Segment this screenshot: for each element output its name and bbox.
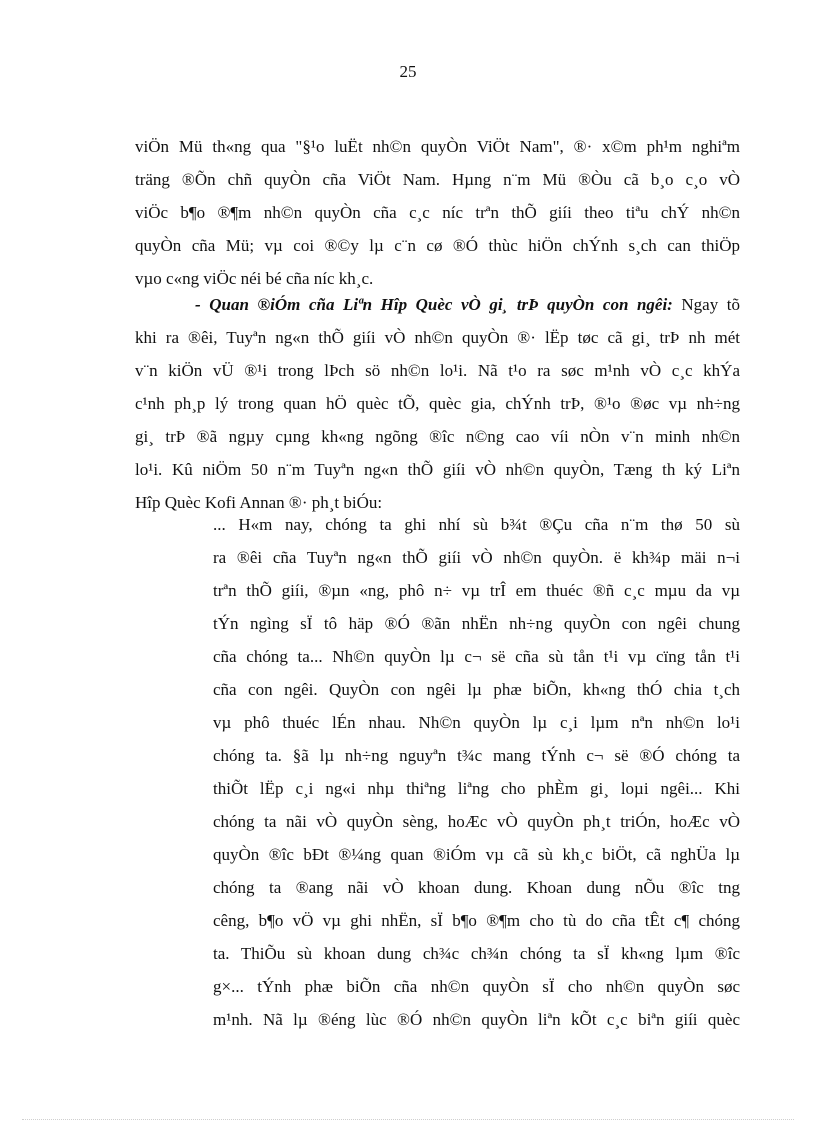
quote-line: thiÕt lËp c¸i ng«i nhµ thiªng liªng cho phÈm gi¸ loµi ngêi... Khi <box>213 779 740 798</box>
text-line: gi¸ trÞ ®ã ngµy cµng kh«ng ngõng ®îc n©ng cao víi nÒn v¨n minh nh©n <box>135 427 740 446</box>
section-lead-line <box>135 288 740 321</box>
quote-line: tÝn ngìng sÏ tô häp ®Ó ®ãn nhËn nh÷ng quyÒn con ngêi chung <box>213 614 740 633</box>
quote-line: vµ phô thuéc lÉn nhau. Nh©n quyÒn lµ c¸i lµm nªn nh©n lo¹i <box>213 713 740 732</box>
quote-line: chóng ta ®ang nãi vÒ khoan dung. Khoan dung nÕu ®îc tng <box>213 878 740 897</box>
paragraph-un-viewpoint <box>135 288 740 519</box>
quote-line: g×... tÝnh phæ biÕn cña nh©n quyÒn sÏ cho nh©n quyÒn søc <box>213 977 740 996</box>
paragraph-us-sovereignty <box>135 130 740 295</box>
page-bottom-divider <box>22 1119 794 1120</box>
text-line: träng ®Õn chñ quyÒn cña ViÖt Nam. Hµng n¨m Mü ®Òu cã b¸o c¸o vÒ <box>135 170 740 189</box>
text-line: Hîp Quèc Kofi Annan ®· ph¸t biÓu: <box>135 493 383 512</box>
quote-line: chóng ta. §ã lµ nh÷ng nguyªn t¾c mang tÝnh c¬ së ®Ó chóng ta <box>213 746 740 765</box>
page-number: 25 <box>399 62 417 81</box>
quote-line: trªn thÕ giíi, ®µn «ng, phô n÷ vµ trÎ em thuéc ®ñ c¸c mµu da vµ <box>213 581 740 600</box>
text-line: v¨n kiÖn vÜ ®¹i trong lÞch sö nh©n lo¹i. Nã t¹o ra søc m¹nh vÒ c¸c khÝa <box>135 361 740 380</box>
text-line: c¹nh ph¸p lý trong quan hÖ quèc tÕ, quèc gia, chÝnh trÞ, ®¹o ®øc vµ nh÷ng <box>135 394 740 413</box>
text-line: khi ra ®êi, Tuyªn ng«n thÕ giíi vÒ nh©n quyÒn ®· lËp tøc cã gi¸ trÞ nh mét <box>135 328 740 347</box>
text-run: Ngay tõ <box>672 295 740 314</box>
quote-line: cña con ngêi. QuyÒn con ngêi lµ phæ biÕn, kh«ng thÓ chia t¸ch <box>213 680 740 699</box>
quote-line: ... H«m nay, chóng ta ghi nhí sù b¾t ®Çu cña n¨m thø 50 sù <box>213 515 740 534</box>
text-line: viÖc b¶o ®¶m nh©n quyÒn cña c¸c níc trªn thÕ giíi theo tiªu chÝ nh©n <box>135 203 740 222</box>
quote-line: chóng ta nãi vÒ quyÒn sèng, hoÆc vÒ quyÒn ph¸t triÓn, hoÆc vÒ <box>213 812 740 831</box>
block-quote-kofi-annan <box>213 508 740 1036</box>
text-line: quyÒn cña Mü; vµ coi ®©y lµ c¨n cø ®Ó thùc hiÖn chÝnh s¸ch can thiÖp <box>135 236 740 255</box>
text-line: viÖn Mü th«ng qua "§¹o luËt nh©n quyÒn ViÖt Nam", ®· x©m ph¹m nghiªm <box>135 137 740 156</box>
quote-line: m¹nh. Nã lµ ®éng lùc ®Ó nh©n quyÒn liªn kÕt c¸c biªn giíi quèc <box>213 1010 740 1029</box>
quote-line: ta. ThiÕu sù khoan dung ch¾c ch¾n chóng ta sÏ kh«ng lµm ®îc <box>213 944 740 963</box>
quote-line: cêng, b¶o vÖ vµ ghi nhËn, sÏ b¶o ®¶m cho tù do cña tÊt c¶ chóng <box>213 911 740 930</box>
quote-line: cña chóng ta... Nh©n quyÒn lµ c¬ së cña sù tån t¹i vµ cïng tån t¹i <box>213 647 740 666</box>
section-heading: - Quan ®iÓm cña Liªn Hîp Quèc vÒ gi¸ trÞ quyÒn con ngêi: <box>195 295 673 314</box>
quote-line: ra ®êi cña Tuyªn ng«n thÕ giíi vÒ nh©n quyÒn. ë kh¾p mäi n¬i <box>213 548 740 567</box>
text-line: vµo c«ng viÖc néi bé cña níc kh¸c. <box>135 269 374 288</box>
text-line: lo¹i. Kû niÖm 50 n¨m Tuyªn ng«n thÕ giíi vÒ nh©n quyÒn, Tæng th ký Liªn <box>135 460 740 479</box>
quote-line: quyÒn ®îc bÐt ®¼ng quan ®iÓm vµ cã sù kh¸c biÖt, cã nghÜa lµ <box>213 845 740 864</box>
